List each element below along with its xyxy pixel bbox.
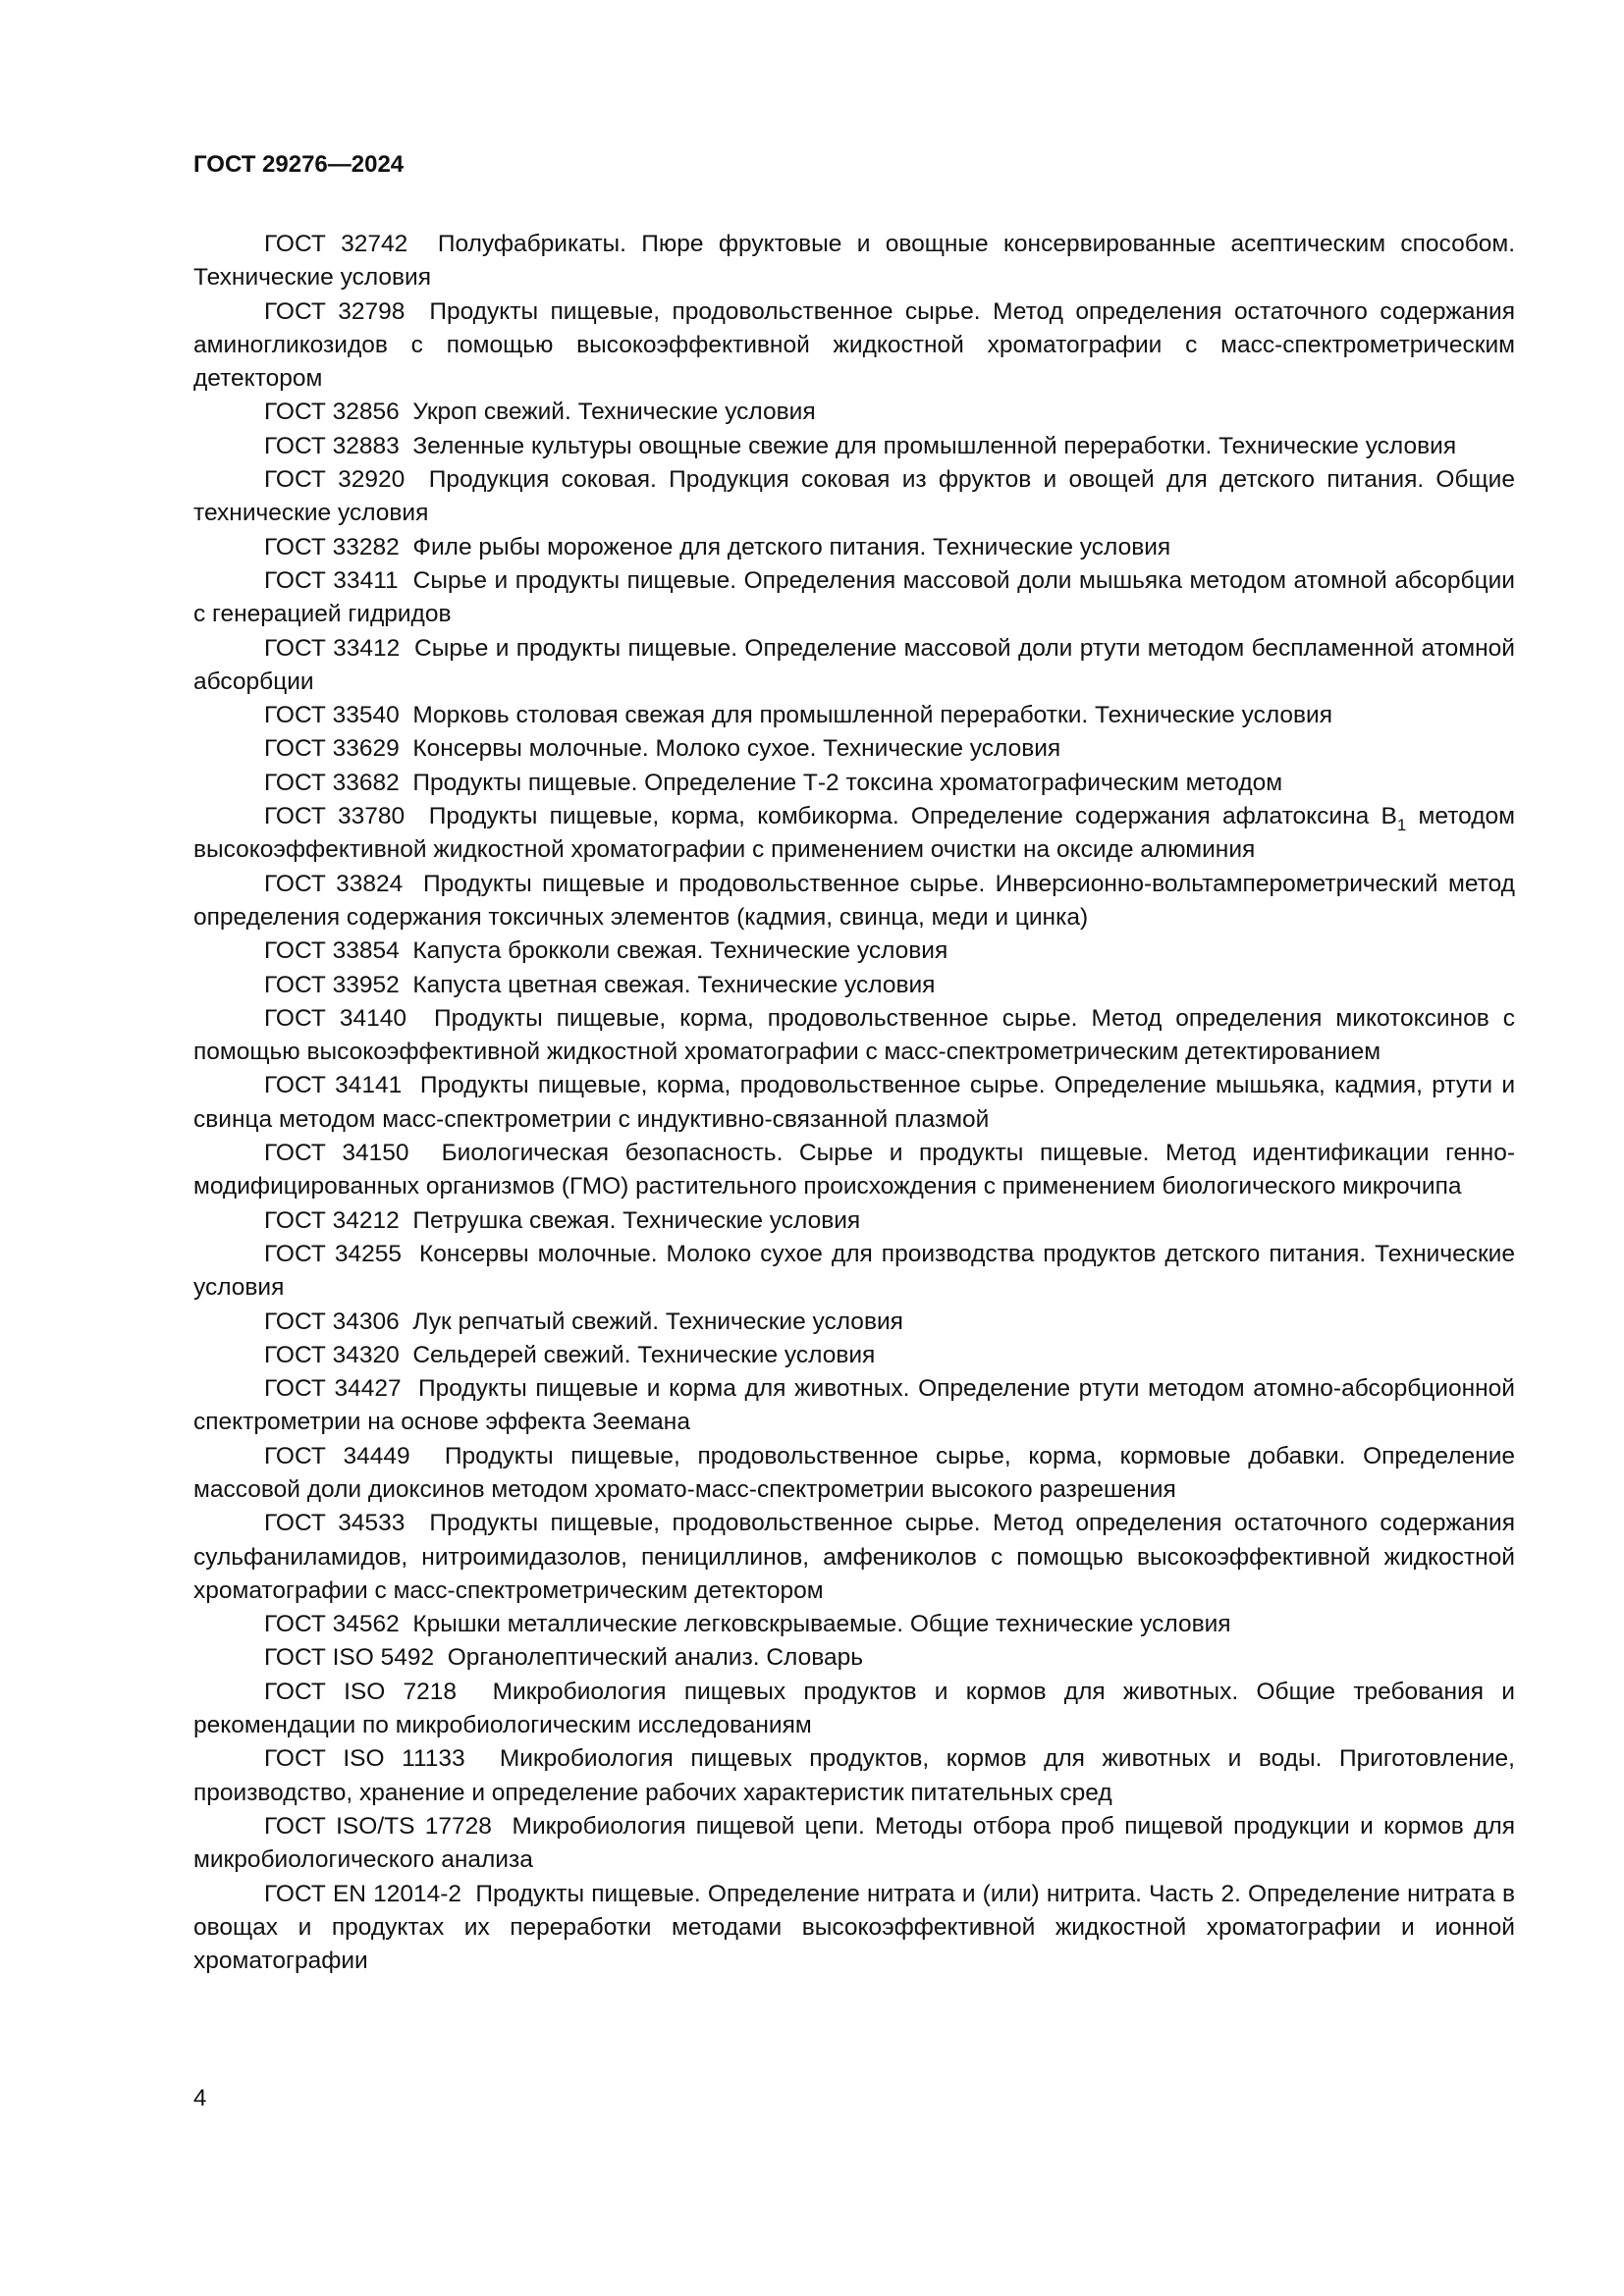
- reference-entry: [193, 1137, 1515, 1204]
- reference-entry: [193, 396, 1515, 429]
- reference-entry: [193, 934, 1515, 968]
- reference-code: ГОСТ 33780: [264, 803, 406, 830]
- reference-title: Биологическая безопасность. Сырье и продукты пищевые. Метод идентификации генно-модифицированных организмов (ГМО) растительного происхождения с применением биологического микрочипа: [193, 1140, 1515, 1201]
- reference-title: Продукты пищевые, корма, продовольственное сырье. Определение мышьяка, кадмия, ртути и свинца методом масс-спектрометрии с индуктивно-связанной плазмой: [193, 1072, 1516, 1133]
- reference-code: ГОСТ 32883: [264, 432, 400, 459]
- reference-title: Продукты пищевые и продовольственное сырье. Инверсионно-вольтамперометрический метод определения содержания токсичных элементов (кадмия, свинца, меди и цинка): [193, 870, 1515, 931]
- reference-code: ГОСТ 34427: [264, 1375, 402, 1403]
- reference-title: Укроп свежий. Технические условия: [412, 399, 816, 426]
- reference-entry: [193, 295, 1515, 397]
- reference-entry: [193, 767, 1515, 800]
- reference-title: Полуфабрикаты. Пюре фруктовые и овощные консервированные асептическим способом. Технические условия: [193, 231, 1515, 292]
- reference-code: ГОСТ ISO 11133: [264, 1745, 465, 1773]
- reference-code: ГОСТ 34141: [264, 1072, 403, 1099]
- reference-entry: [193, 1069, 1515, 1137]
- reference-entry: [193, 1878, 1515, 1979]
- reference-title: Сырье и продукты пищевые. Определение массовой доли ртути методом беспламенной атомной абсорбции: [193, 634, 1515, 695]
- page-number: 4: [193, 2085, 207, 2111]
- reference-code: ГОСТ 33682: [264, 769, 400, 796]
- reference-subscript: 1: [1396, 816, 1407, 835]
- reference-entry: [193, 800, 1515, 868]
- reference-code: ГОСТ 34306: [264, 1308, 400, 1335]
- reference-title: Продукты пищевые, продовольственное сырье. Метод определения остаточного содержания аминогликозидов с помощью высокоэффективной жидкостной хроматографии с масс-спектрометрическим детектором: [193, 297, 1515, 393]
- reference-title: Сельдерей свежий. Технические условия: [412, 1341, 876, 1368]
- reference-title: Капуста цветная свежая. Технические условия: [412, 971, 936, 998]
- reference-entry: [193, 463, 1515, 531]
- reference-code: ГОСТ 33952: [264, 971, 400, 998]
- reference-title: Петрушка свежая. Технические условия: [412, 1206, 861, 1234]
- reference-entry: [193, 228, 1515, 295]
- reference-entry: [193, 969, 1515, 1002]
- reference-title: Продукты пищевые. Определение Т-2 токсина хроматографическим методом: [412, 769, 1283, 796]
- reference-entry: [193, 1608, 1515, 1641]
- reference-title: Продукты пищевые, корма, продовольственное сырье. Метод определения микотоксинов с помощью высокоэффективной жидкостной хроматографии с масс-спектрометрическим детектированием: [193, 1004, 1515, 1066]
- reference-code: ГОСТ 32798: [264, 297, 406, 325]
- reference-entry: [193, 1372, 1515, 1440]
- reference-title: Зеленные культуры овощные свежие для промышленной переработки. Технические условия: [412, 432, 1457, 459]
- reference-title: Филе рыбы мороженое для детского питания. Технические условия: [412, 533, 1171, 561]
- reference-title-continued: методом высокоэффективной жидкостной хроматографии с применением очистки на оксиде алюминия: [193, 803, 1516, 864]
- reference-entry: [193, 699, 1515, 732]
- reference-entry: [193, 1507, 1515, 1608]
- reference-entry: [193, 531, 1515, 564]
- reference-title: Крышки металлические легковскрываемые. Общие технические условия: [412, 1611, 1231, 1638]
- reference-code: ГОСТ 33824: [264, 870, 404, 897]
- reference-code: ГОСТ 34533: [264, 1510, 406, 1537]
- reference-title: Продукты пищевые. Определение нитрата и (или) нитрита. Часть 2. Определение нитрата в овощах и продуктах их переработки методами высокоэффективной жидкостной хроматографии и ионной хроматографии: [193, 1880, 1515, 1975]
- reference-code: ГОСТ 33411: [264, 566, 399, 594]
- reference-code: ГОСТ 34320: [264, 1341, 400, 1368]
- reference-entry: [193, 1238, 1515, 1306]
- reference-entry: [193, 430, 1515, 463]
- reference-code: ГОСТ ISO 5492: [264, 1644, 435, 1672]
- reference-entry: [193, 1204, 1515, 1238]
- reference-title: Продукция соковая. Продукция соковая из фруктов и овощей для детского питания. Общие технические условия: [193, 466, 1515, 527]
- reference-entry: [193, 1810, 1515, 1878]
- reference-title: Продукты пищевые, продовольственное сырье, корма, кормовые добавки. Определение массовой доли диоксинов методом хромато-масс-спектрометрии высокого разрешения: [193, 1442, 1516, 1503]
- reference-code: ГОСТ 33629: [264, 735, 400, 763]
- reference-entry: [193, 1306, 1515, 1339]
- reference-entry: [193, 1676, 1515, 1743]
- reference-title: Органолептический анализ. Словарь: [447, 1644, 863, 1672]
- reference-code: ГОСТ 34140: [264, 1004, 406, 1032]
- reference-title: Микробиология пищевой цепи. Методы отбора проб пищевой продукции и кормов для микробиологического анализа: [193, 1812, 1515, 1874]
- reference-title: Консервы молочные. Молоко сухое для производства продуктов детского питания. Технические условия: [193, 1240, 1515, 1302]
- reference-code: ГОСТ 33854: [264, 937, 400, 965]
- reference-code: ГОСТ ISO/TS 17728: [264, 1812, 492, 1840]
- reference-code: ГОСТ 34255: [264, 1240, 402, 1267]
- reference-entry: [193, 1641, 1515, 1675]
- reference-title: Консервы молочные. Молоко сухое. Технические условия: [412, 735, 1061, 763]
- reference-code: ГОСТ 32856: [264, 399, 400, 426]
- reference-entry: [193, 868, 1515, 935]
- reference-code: ГОСТ 33412: [264, 634, 401, 662]
- reference-code: ГОСТ 34562: [264, 1611, 400, 1638]
- reference-entry: [193, 1440, 1515, 1508]
- reference-title: Продукты пищевые, корма, комбикорма. Определение содержания афлатоксина B: [428, 803, 1397, 830]
- reference-entry: [193, 732, 1515, 766]
- normative-references-list: [193, 228, 1515, 1978]
- reference-code: ГОСТ 34150: [264, 1140, 409, 1167]
- reference-title: Продукты пищевые и корма для животных. Определение ртути методом атомно-абсорбционной спектрометрии на основе эффекта Зеемана: [193, 1375, 1515, 1436]
- reference-title: Капуста брокколи свежая. Технические условия: [412, 937, 948, 965]
- reference-code: ГОСТ 33540: [264, 702, 400, 729]
- reference-entry: [193, 632, 1515, 700]
- reference-entry: [193, 564, 1515, 632]
- reference-title: Микробиология пищевых продуктов и кормов для животных. Общие требования и рекомендации по микробиологическим исследованиям: [193, 1678, 1515, 1739]
- reference-title: Лук репчатый свежий. Технические условия: [412, 1308, 903, 1335]
- reference-code: ГОСТ 32742: [264, 231, 408, 257]
- reference-code: ГОСТ ISO 7218: [264, 1678, 458, 1705]
- reference-entry: [193, 1002, 1515, 1070]
- reference-code: ГОСТ 34212: [264, 1206, 400, 1234]
- reference-entry: [193, 1742, 1515, 1810]
- reference-code: ГОСТ 33282: [264, 533, 400, 561]
- reference-code: ГОСТ 34449: [264, 1442, 410, 1469]
- reference-code: ГОСТ 32920: [264, 466, 406, 494]
- reference-title: Продукты пищевые, продовольственное сырье. Метод определения остаточного содержания сульфаниламидов, нитроимидазолов, пенициллинов, амфениколов с помощью высокоэффективной жидкостной хроматографии с масс-спектрометрическим детектором: [193, 1510, 1515, 1604]
- reference-title: Микробиология пищевых продуктов, кормов для животных и воды. Приготовление, производство, хранение и определение рабочих характеристик питательных сред: [193, 1745, 1515, 1806]
- reference-title: Сырье и продукты пищевые. Определения массовой доли мышьяка методом атомной абсорбции с генерацией гидридов: [193, 566, 1515, 628]
- reference-entry: [193, 1339, 1515, 1372]
- reference-code: ГОСТ EN 12014-2: [264, 1880, 462, 1907]
- page-header: ГОСТ 29276—2024: [193, 151, 405, 178]
- reference-title: Морковь столовая свежая для промышленной переработки. Технические условия: [412, 702, 1333, 729]
